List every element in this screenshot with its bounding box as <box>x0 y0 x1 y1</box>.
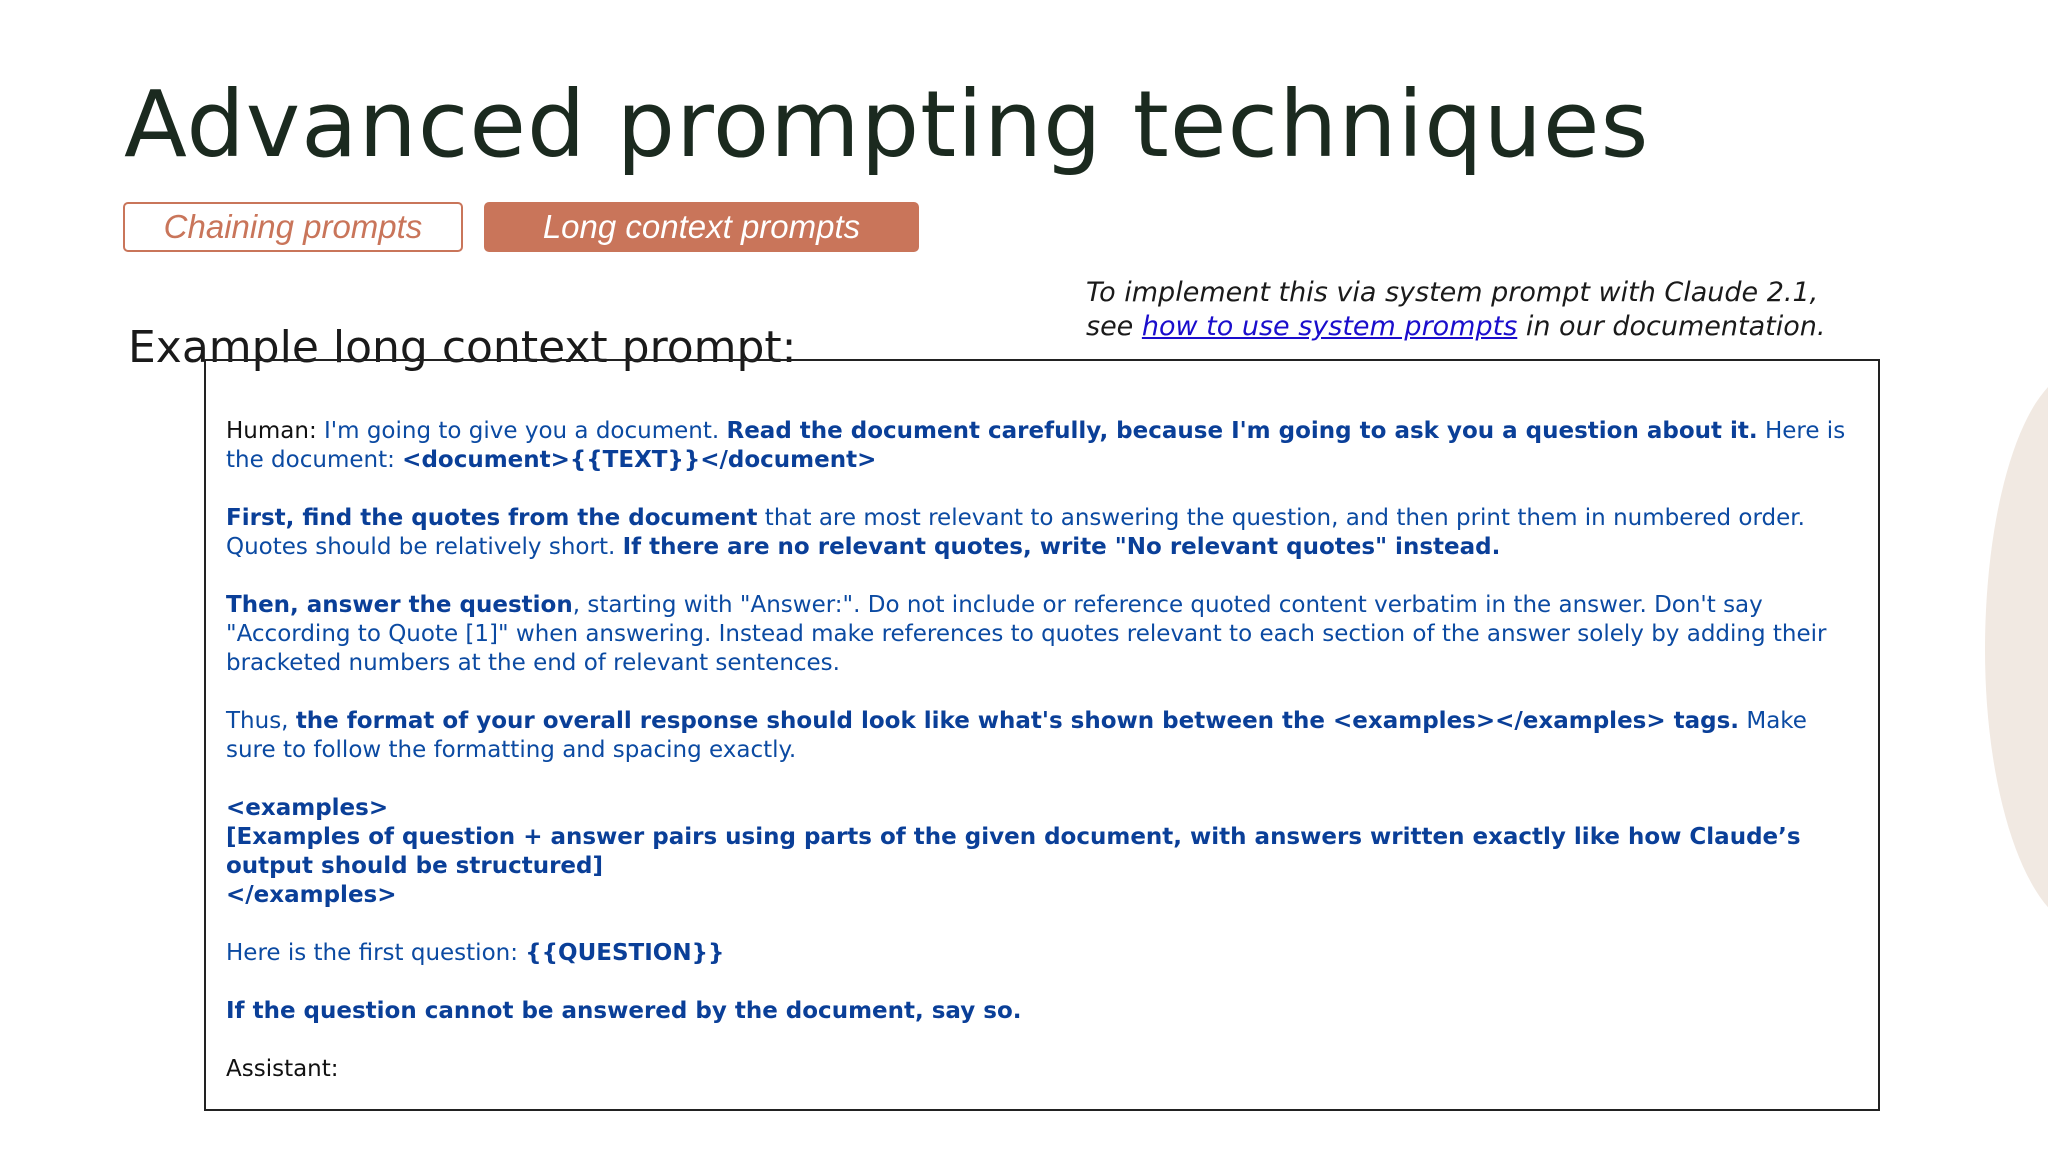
human-label: Human: <box>226 418 317 444</box>
prompt-text: Thus, <box>226 708 296 734</box>
prompt-text: Make sure to follow the formatting and spacing exactly. <box>226 708 1807 763</box>
note-line-1: To implement this via system prompt with Claude 2.1, <box>1086 277 1819 308</box>
prompt-text: that are most relevant to answering the question, and then print them in numbered order. Quotes should be relatively short. <box>226 505 1805 560</box>
prompt-paragraph-7 <box>226 997 1848 1026</box>
note-suffix: in our documentation. <box>1517 311 1826 342</box>
assistant-label: Assistant: <box>226 1056 339 1082</box>
prompt-text: I'm going to give you a document. <box>316 418 727 444</box>
system-prompts-doc-link[interactable]: how to use system prompts <box>1141 311 1518 342</box>
examples-body: [Examples of question + answer pairs using parts of the given document, with answers written exactly like how Claude’s output should be structured] <box>226 824 1801 879</box>
prompt-paragraph-6 <box>226 939 1848 968</box>
prompt-emphasis: Read the document carefully, because I'm going to ask you a question about it. <box>726 418 1758 444</box>
prompt-emphasis: the format of your overall response should look like what's shown between the <examples></examples> tags. <box>295 708 1740 734</box>
prompt-text: Here is the document: <box>226 418 1846 473</box>
tab-chaining-prompts[interactable]: Chaining prompts <box>123 202 463 252</box>
page-title: Advanced prompting techniques <box>124 71 1650 178</box>
prompt-text: Here is the first question: <box>226 940 526 966</box>
prompt-text: , starting with "Answer:". Do not include or reference quoted content verbatim in the answer. Don't say "According to Quote [1]" when answering. Instead make references to quotes relevant to each section of the answer solely by adding their bracketed numbers at the end of relevant sentences. <box>226 592 1827 676</box>
prompt-emphasis: If there are no relevant quotes, write "No relevant quotes" instead. <box>622 534 1501 560</box>
document-tag: <document>{{TEXT}}</document> <box>402 447 877 473</box>
system-prompt-note <box>1086 276 1825 344</box>
question-placeholder: {{QUESTION}} <box>525 940 725 966</box>
decorative-blob <box>1985 370 2048 930</box>
prompt-paragraph-8 <box>226 1055 1848 1084</box>
prompt-emphasis: Then, answer the question <box>226 592 573 618</box>
prompt-paragraph-3 <box>226 591 1848 678</box>
prompt-paragraph-1 <box>226 417 1848 475</box>
prompt-paragraph-2 <box>226 504 1848 562</box>
examples-close-tag: </examples> <box>226 882 397 908</box>
example-prompt-box <box>204 359 1880 1111</box>
note-prefix: see <box>1086 311 1142 342</box>
note-line-2 <box>1086 310 1825 344</box>
examples-open-tag: <examples> <box>226 795 389 821</box>
prompt-paragraph-5 <box>226 794 1848 910</box>
section-subtitle: Example long context prompt: <box>128 322 797 373</box>
prompt-emphasis: First, find the quotes from the document <box>226 505 758 531</box>
tab-long-context-prompts[interactable]: Long context prompts <box>484 202 919 252</box>
prompt-emphasis: If the question cannot be answered by the document, say so. <box>226 998 1022 1024</box>
prompt-paragraph-4 <box>226 707 1848 765</box>
